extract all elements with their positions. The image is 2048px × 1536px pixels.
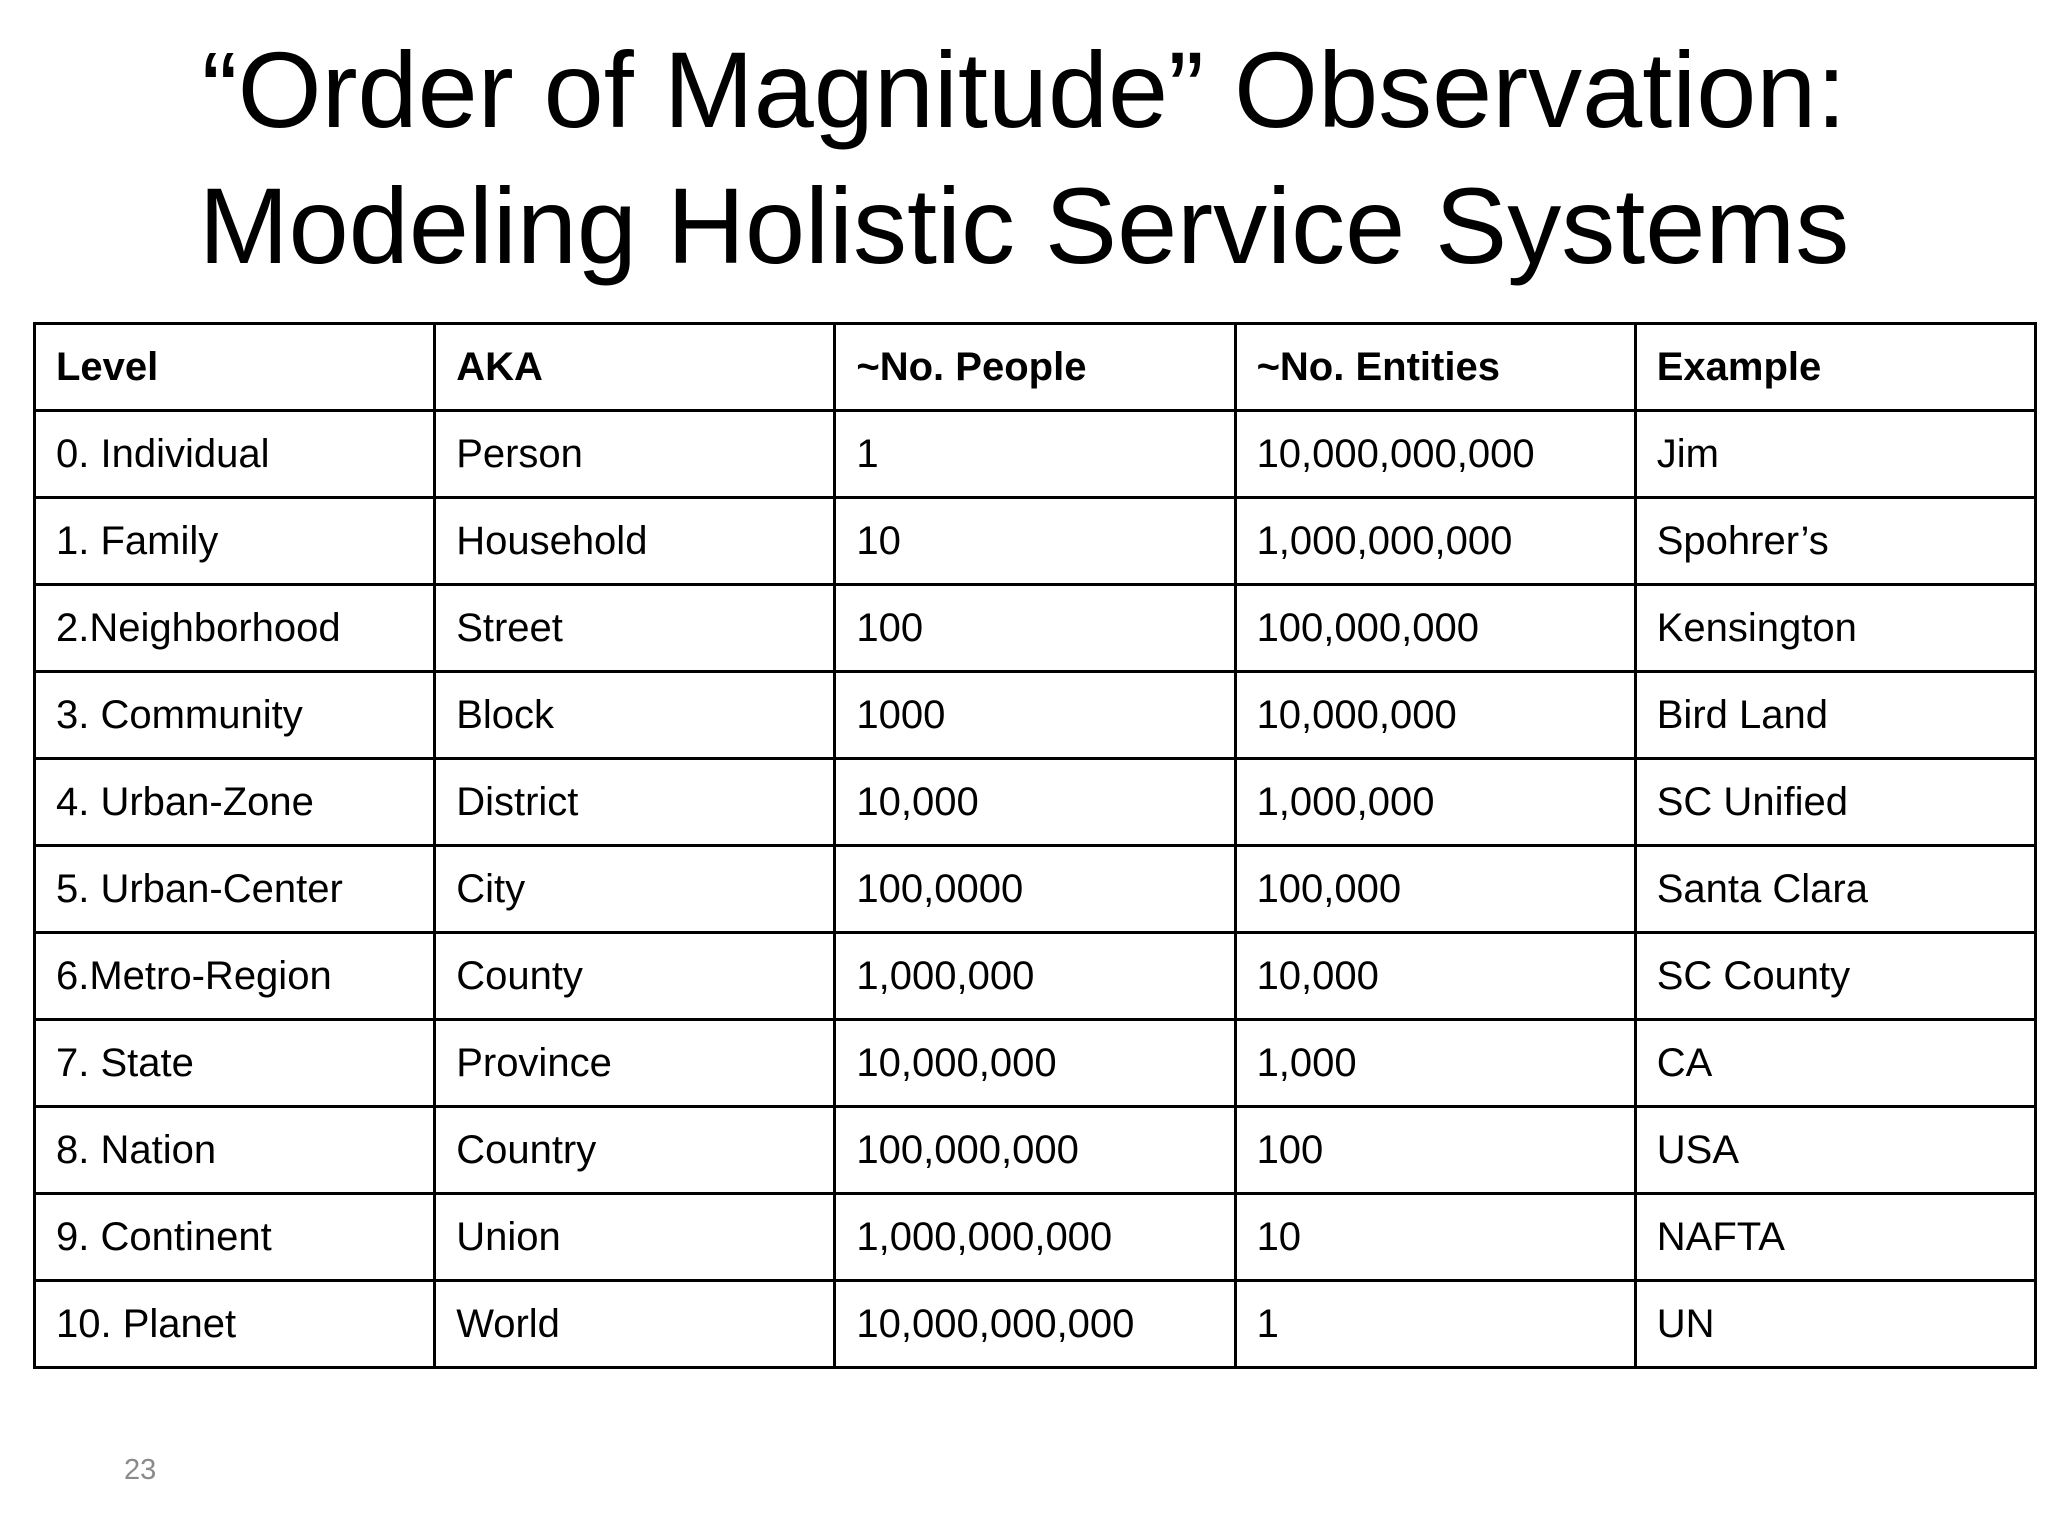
header-no-people: ~No. People bbox=[835, 324, 1235, 411]
cell-example: Spohrer’s bbox=[1635, 498, 2035, 585]
cell-no-people: 1,000,000,000 bbox=[835, 1194, 1235, 1281]
cell-no-entities: 1,000 bbox=[1235, 1020, 1635, 1107]
cell-no-entities: 100,000,000 bbox=[1235, 585, 1635, 672]
cell-no-entities: 10,000 bbox=[1235, 933, 1635, 1020]
cell-example: NAFTA bbox=[1635, 1194, 2035, 1281]
cell-no-entities: 1,000,000,000 bbox=[1235, 498, 1635, 585]
cell-example: Santa Clara bbox=[1635, 846, 2035, 933]
cell-no-entities: 1,000,000 bbox=[1235, 759, 1635, 846]
cell-no-people: 1,000,000 bbox=[835, 933, 1235, 1020]
table-row bbox=[35, 1194, 2036, 1281]
cell-no-people: 10,000,000,000 bbox=[835, 1281, 1235, 1368]
header-example: Example bbox=[1635, 324, 2035, 411]
cell-example: Jim bbox=[1635, 411, 2035, 498]
cell-level: 4. Urban-Zone bbox=[35, 759, 435, 846]
cell-level: 1. Family bbox=[35, 498, 435, 585]
cell-example: Bird Land bbox=[1635, 672, 2035, 759]
cell-level: 8. Nation bbox=[35, 1107, 435, 1194]
cell-no-people: 100 bbox=[835, 585, 1235, 672]
cell-level: 6.Metro-Region bbox=[35, 933, 435, 1020]
table-row bbox=[35, 759, 2036, 846]
cell-aka: Block bbox=[435, 672, 835, 759]
cell-no-people: 1 bbox=[835, 411, 1235, 498]
cell-level: 5. Urban-Center bbox=[35, 846, 435, 933]
cell-no-people: 1000 bbox=[835, 672, 1235, 759]
title-line-2: Modeling Holistic Service Systems bbox=[198, 165, 1850, 286]
cell-aka: Union bbox=[435, 1194, 835, 1281]
cell-no-entities: 10,000,000 bbox=[1235, 672, 1635, 759]
cell-level: 2.Neighborhood bbox=[35, 585, 435, 672]
cell-example: USA bbox=[1635, 1107, 2035, 1194]
table-row bbox=[35, 411, 2036, 498]
cell-no-people: 100,000,000 bbox=[835, 1107, 1235, 1194]
title-line-1: “Order of Magnitude” Observation: bbox=[201, 29, 1847, 150]
cell-no-entities: 1 bbox=[1235, 1281, 1635, 1368]
cell-aka: County bbox=[435, 933, 835, 1020]
table-row bbox=[35, 1107, 2036, 1194]
cell-aka: Person bbox=[435, 411, 835, 498]
cell-example: SC Unified bbox=[1635, 759, 2035, 846]
cell-aka: Street bbox=[435, 585, 835, 672]
cell-no-entities: 10,000,000,000 bbox=[1235, 411, 1635, 498]
cell-aka: District bbox=[435, 759, 835, 846]
cell-aka: City bbox=[435, 846, 835, 933]
cell-aka: World bbox=[435, 1281, 835, 1368]
slide-page-number: 23 bbox=[124, 1454, 157, 1486]
cell-level: 0. Individual bbox=[35, 411, 435, 498]
cell-level: 3. Community bbox=[35, 672, 435, 759]
table-header-row bbox=[35, 324, 2036, 411]
table-row bbox=[35, 933, 2036, 1020]
cell-aka: Household bbox=[435, 498, 835, 585]
cell-no-people: 10,000 bbox=[835, 759, 1235, 846]
cell-level: 10. Planet bbox=[35, 1281, 435, 1368]
table-row bbox=[35, 585, 2036, 672]
cell-aka: Province bbox=[435, 1020, 835, 1107]
header-aka: AKA bbox=[435, 324, 835, 411]
cell-no-entities: 10 bbox=[1235, 1194, 1635, 1281]
cell-no-people: 10 bbox=[835, 498, 1235, 585]
table-row bbox=[35, 846, 2036, 933]
cell-level: 7. State bbox=[35, 1020, 435, 1107]
table-row bbox=[35, 498, 2036, 585]
cell-example: Kensington bbox=[1635, 585, 2035, 672]
cell-no-people: 100,0000 bbox=[835, 846, 1235, 933]
cell-no-entities: 100 bbox=[1235, 1107, 1635, 1194]
cell-example: SC County bbox=[1635, 933, 2035, 1020]
cell-example: UN bbox=[1635, 1281, 2035, 1368]
slide-title bbox=[0, 22, 2048, 294]
table-row bbox=[35, 1020, 2036, 1107]
header-level: Level bbox=[35, 324, 435, 411]
cell-no-entities: 100,000 bbox=[1235, 846, 1635, 933]
cell-example: CA bbox=[1635, 1020, 2035, 1107]
cell-aka: Country bbox=[435, 1107, 835, 1194]
cell-level: 9. Continent bbox=[35, 1194, 435, 1281]
header-no-entities: ~No. Entities bbox=[1235, 324, 1635, 411]
table-row bbox=[35, 672, 2036, 759]
table-row bbox=[35, 1281, 2036, 1368]
magnitude-table bbox=[33, 322, 2037, 1369]
cell-no-people: 10,000,000 bbox=[835, 1020, 1235, 1107]
